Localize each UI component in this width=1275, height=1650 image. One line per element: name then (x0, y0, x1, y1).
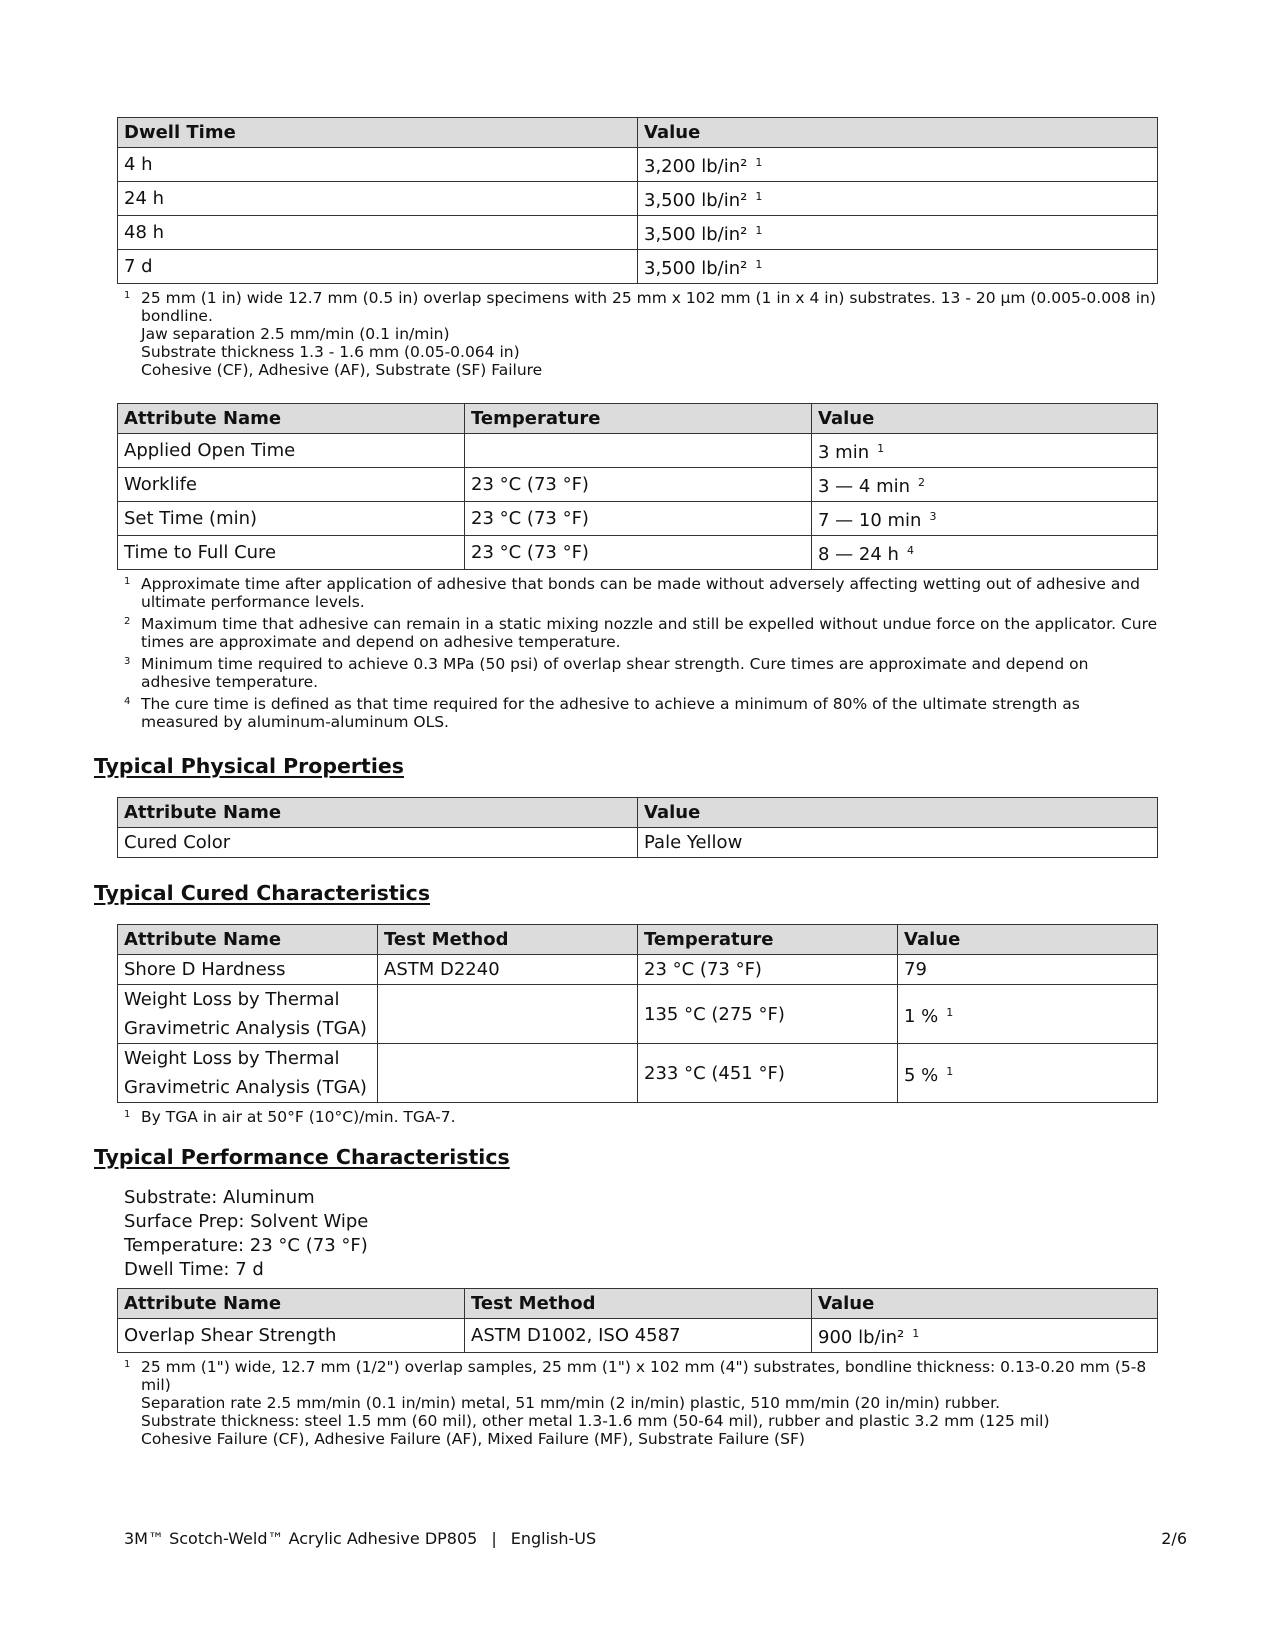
footnote (117, 615, 1158, 651)
attribute-cell: Time to Full Cure (118, 536, 465, 570)
dwell-cell: 7 d (118, 250, 638, 284)
temperature-cell: 135 °C (275 °F) (638, 985, 898, 1044)
value-text: 1 % (904, 1005, 939, 1027)
column-header: Value (812, 404, 1158, 434)
footnote-line: Separation rate 2.5 mm/min (0.1 in/min) metal, 51 mm/min (2 in/min) plastic, 510 mm/min (20 in/min) rubber. (141, 1394, 1001, 1412)
table-row (118, 955, 1158, 985)
column-header: Value (638, 118, 1158, 148)
footnote-text: By TGA in air at 50°F (10°C)/min. TGA-7. (141, 1108, 456, 1126)
temperature-cell: 23 °C (73 °F) (465, 502, 812, 536)
table-row (118, 434, 1158, 468)
footnote-ref[interactable]: 1 (755, 190, 763, 203)
column-header: Value (638, 798, 1158, 828)
attribute-line: Gravimetric Analysis (TGA) (124, 1077, 367, 1098)
footnote (117, 575, 1158, 611)
footnote-text: Approximate time after application of adhesive that bonds can be made without adversely affecting wetting out of adhesive and ultimate performance levels. (141, 575, 1141, 611)
value-text: 900 lb/in² (818, 1327, 905, 1348)
physical-properties-table (117, 797, 1158, 858)
footnote (117, 1358, 1158, 1448)
footnote-line: Substrate thickness: steel 1.5 mm (60 mil), other metal 1.3-1.6 mm (50-64 mil), rubber and plastic 3.2 mm (125 mil) (141, 1412, 1050, 1430)
dwell-time-table (117, 117, 1158, 284)
performance-footnotes (117, 1358, 1158, 1448)
footnote (117, 695, 1158, 731)
cured-characteristics-table (117, 924, 1158, 1103)
footnote (117, 655, 1158, 691)
footnote-ref[interactable]: 1 (755, 156, 763, 169)
value-cell (812, 468, 1158, 502)
column-header: Dwell Time (118, 118, 638, 148)
attribute-cell: Cured Color (118, 828, 638, 858)
footnote-ref[interactable]: 1 (755, 224, 763, 237)
performance-table (117, 1288, 1158, 1353)
footnote (117, 289, 1158, 379)
test-method-cell: ASTM D1002, ISO 4587 (465, 1319, 812, 1353)
footnote-ref[interactable]: 3 (929, 510, 937, 523)
footnote-mark: 1 (124, 1109, 131, 1120)
footnote-ref[interactable]: 4 (906, 544, 914, 557)
section-heading-performance: Typical Performance Characteristics (94, 1145, 510, 1169)
attribute-cell (118, 985, 378, 1044)
value-cell (638, 250, 1158, 284)
temperature-cell: 23 °C (73 °F) (465, 468, 812, 502)
footer-language: English-US (510, 1529, 597, 1548)
column-header: Temperature (638, 925, 898, 955)
column-header: Test Method (378, 925, 638, 955)
attribute-cell: Set Time (min) (118, 502, 465, 536)
value-text: 3,500 lb/in² (644, 258, 748, 279)
footnote-mark: 4 (124, 696, 131, 707)
table-row (118, 182, 1158, 216)
temperature-cell: 233 °C (451 °F) (638, 1044, 898, 1103)
condition-surface-prep: Surface Prep: Solvent Wipe (124, 1211, 369, 1232)
attribute-cell (118, 1044, 378, 1103)
footnote-line: Substrate thickness 1.3 - 1.6 mm (0.05-0.064 in) (141, 343, 520, 361)
condition-temperature: Temperature: 23 °C (73 °F) (124, 1235, 368, 1256)
value-cell: 79 (898, 955, 1158, 985)
condition-dwell-time: Dwell Time: 7 d (124, 1259, 264, 1280)
attribute-cell: Applied Open Time (118, 434, 465, 468)
table-row (118, 502, 1158, 536)
footnote-ref[interactable]: 1 (912, 1327, 920, 1340)
footnote-line: 25 mm (1 in) wide 12.7 mm (0.5 in) overlap specimens with 25 mm x 102 mm (1 in x 4 in) substrates. 13 - 20 µm (0.005-0.008 in) bondline. (141, 289, 1156, 325)
attribute-cell: Worklife (118, 468, 465, 502)
table-header-row (118, 798, 1158, 828)
attribute-cell: Shore D Hardness (118, 955, 378, 985)
value-cell (638, 182, 1158, 216)
value-text: 3,500 lb/in² (644, 190, 748, 211)
table-row (118, 1044, 1158, 1103)
cure-time-footnotes (117, 575, 1158, 731)
dwell-cell: 48 h (118, 216, 638, 250)
temperature-cell: 23 °C (73 °F) (465, 536, 812, 570)
footnote-text: Maximum time that adhesive can remain in a static mixing nozzle and still be expelled without undue force on the applicator. Cure times are approximate and depend on adhesive temperature. (141, 615, 1158, 651)
table-row (118, 468, 1158, 502)
footnote-mark: 1 (124, 1359, 131, 1370)
table-row (118, 828, 1158, 858)
value-text: 7 — 10 min (818, 510, 922, 531)
dwell-footnotes (117, 289, 1158, 379)
table-header-row (118, 118, 1158, 148)
footer-separator: | (491, 1529, 497, 1548)
footnote-line: Cohesive (CF), Adhesive (AF), Substrate (SF) Failure (141, 361, 543, 379)
dwell-cell: 4 h (118, 148, 638, 182)
column-header: Test Method (465, 1289, 812, 1319)
value-cell (638, 148, 1158, 182)
footnote-mark: 1 (124, 576, 131, 587)
footnote-ref[interactable]: 1 (877, 442, 885, 455)
attribute-cell: Overlap Shear Strength (118, 1319, 465, 1353)
value-cell (898, 985, 1158, 1044)
table-row (118, 536, 1158, 570)
test-method-cell: ASTM D2240 (378, 955, 638, 985)
footnote-ref[interactable]: 1 (946, 1005, 954, 1019)
footnote-mark: 1 (124, 290, 131, 301)
temperature-cell: 23 °C (73 °F) (638, 955, 898, 985)
attribute-line: Weight Loss by Thermal (124, 989, 340, 1010)
footnote-text: The cure time is defined as that time required for the adhesive to achieve a minimum of 80% of the ultimate strength as measured by aluminum-aluminum OLS. (141, 695, 1080, 731)
table-row (118, 216, 1158, 250)
value-cell: Pale Yellow (638, 828, 1158, 858)
value-text: 3,500 lb/in² (644, 224, 748, 245)
column-header: Value (898, 925, 1158, 955)
table-row (118, 1319, 1158, 1353)
footnote-text: Minimum time required to achieve 0.3 MPa (50 psi) of overlap shear strength. Cure times are approximate and depend on adhesive temperature. (141, 655, 1089, 691)
temperature-cell (465, 434, 812, 468)
footnote-ref[interactable]: 1 (755, 258, 763, 271)
footnote-line: Jaw separation 2.5 mm/min (0.1 in/min) (141, 325, 450, 343)
value-text: 3 min (818, 442, 870, 463)
cured-footnotes (117, 1108, 1158, 1126)
footnote-mark: 2 (124, 616, 131, 627)
section-heading-cured: Typical Cured Characteristics (94, 881, 431, 905)
column-header: Attribute Name (118, 404, 465, 434)
table-header-row (118, 404, 1158, 434)
footnote-ref[interactable]: 2 (918, 476, 926, 489)
dwell-cell: 24 h (118, 182, 638, 216)
column-header: Value (812, 1289, 1158, 1319)
footnote-line: 25 mm (1") wide, 12.7 mm (1/2") overlap samples, 25 mm (1") x 102 mm (4") substrates, bondline thickness: 0.13-0.20 mm (5-8 mil) (141, 1358, 1147, 1394)
footnote (117, 1108, 1158, 1126)
column-header: Attribute Name (118, 925, 378, 955)
value-cell (812, 1319, 1158, 1353)
table-row (118, 985, 1158, 1044)
cure-time-table (117, 403, 1158, 570)
condition-substrate: Substrate: Aluminum (124, 1187, 315, 1208)
page-number: 2/6 (1161, 1529, 1187, 1548)
footnote-mark: 3 (124, 656, 131, 667)
value-cell (812, 536, 1158, 570)
table-row (118, 250, 1158, 284)
test-method-cell (378, 1044, 638, 1103)
value-cell (638, 216, 1158, 250)
test-method-cell (378, 985, 638, 1044)
value-cell (812, 434, 1158, 468)
footnote-ref[interactable]: 1 (946, 1064, 954, 1078)
section-heading-physical: Typical Physical Properties (94, 754, 404, 778)
value-text: 3,200 lb/in² (644, 156, 748, 177)
table-header-row (118, 1289, 1158, 1319)
column-header: Attribute Name (118, 798, 638, 828)
value-text: 3 — 4 min (818, 476, 911, 497)
value-cell (812, 502, 1158, 536)
column-header: Temperature (465, 404, 812, 434)
value-cell (898, 1044, 1158, 1103)
page-footer (124, 1528, 1187, 1550)
table-header-row (118, 925, 1158, 955)
value-text: 8 — 24 h (818, 544, 899, 565)
attribute-line: Gravimetric Analysis (TGA) (124, 1018, 367, 1039)
test-conditions (124, 1186, 1275, 1282)
footnote-line: Cohesive Failure (CF), Adhesive Failure (AF), Mixed Failure (MF), Substrate Failure (SF) (141, 1430, 805, 1448)
value-text: 5 % (904, 1064, 939, 1086)
attribute-line: Weight Loss by Thermal (124, 1048, 340, 1069)
footer-product-name: 3M™ Scotch-Weld™ Acrylic Adhesive DP805 (124, 1529, 478, 1548)
column-header: Attribute Name (118, 1289, 465, 1319)
table-row (118, 148, 1158, 182)
